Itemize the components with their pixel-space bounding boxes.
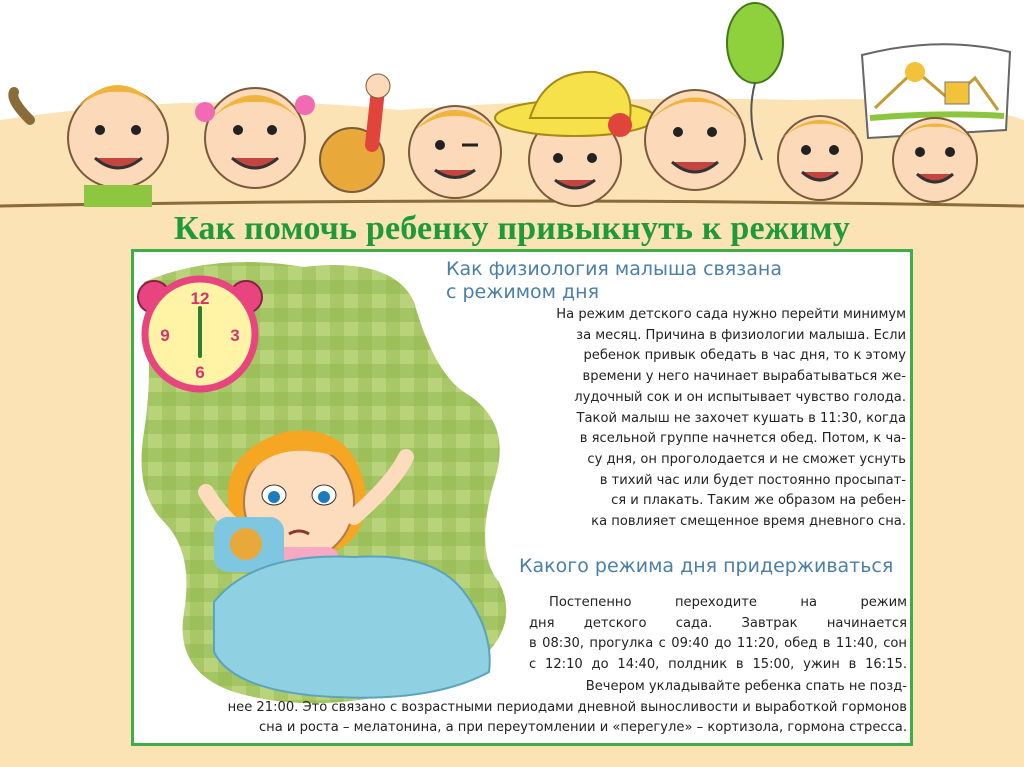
clock-number-12: 12: [190, 289, 210, 308]
kid-7-face: [893, 118, 977, 202]
page-title: Как помочь ребенку привыкнуть к режиму: [173, 210, 850, 247]
text-line: Такой малыш не захочет кушать в 11:30, когда: [576, 410, 906, 426]
text-line: ребенок привык обедать в час дня, то к этому: [583, 348, 906, 364]
heading-physiology: [446, 258, 806, 304]
heading-regime: Какого режима дня придерживаться: [519, 555, 894, 577]
text-line: ка повлияет смещенное время дневного сна.: [591, 514, 906, 530]
text-line: лудочный сок и он испытывает чувство голода.: [574, 389, 906, 405]
text-line: Постепенно переходите на режим: [549, 595, 907, 610]
clock-number-3: 3: [230, 326, 240, 345]
text-line: су дня, он проголодается и не сможет уснуть: [587, 451, 906, 467]
text-line: в 08:30, прогулка с 09:40 до 11:20, обед в 11:40, сон: [529, 636, 907, 652]
text-line: дня детского сада. Завтрак начинается: [529, 615, 907, 631]
text-line: сна и роста – мелатонина, а при переутомлении и «перегуле» – кортизола, гормона стресса.: [258, 720, 907, 736]
text-line: в тихий час или будет постоянно просыпат-: [599, 472, 906, 488]
text-line: с 12:10 до 14:40, полдник в 15:00, ужин в 16:15.: [529, 657, 907, 673]
text-line: в ясельной группе начнется обед. Потом, к ча-: [579, 431, 906, 447]
alarm-clock: [138, 279, 262, 389]
paragraph-evening: [150, 677, 907, 739]
text-line: На режим детского сада нужно перейти минимум: [556, 307, 906, 322]
clock-number-6: 6: [195, 363, 205, 382]
text-line: Вечером укладывайте ребенка спать не позд-: [585, 679, 907, 694]
clock-number-9: 9: [160, 326, 170, 345]
heading-physiology-line: Как физиология малыша связана: [446, 258, 782, 280]
paragraph-physiology: [504, 305, 906, 533]
text-line: нее 21:00. Это связано с возрастными периодами дневной выносливости и выработкой гормонов: [227, 699, 907, 715]
kid-5-face: [645, 90, 745, 190]
kids-banner-illustration: [0, 0, 1024, 215]
heading-physiology-line: с режимом дня: [446, 281, 600, 303]
kid-6-face: [778, 116, 862, 200]
paragraph-regime: [529, 593, 907, 676]
text-line: за месяц. Причина в физиологии малыша. Если: [576, 327, 906, 343]
kid-3-face: [409, 106, 501, 198]
text-line: времени у него начинает вырабатываться же-: [582, 369, 906, 385]
article-panel: [131, 249, 913, 746]
text-line: ся и плакать. Таким же образом на ребен-: [611, 493, 906, 509]
